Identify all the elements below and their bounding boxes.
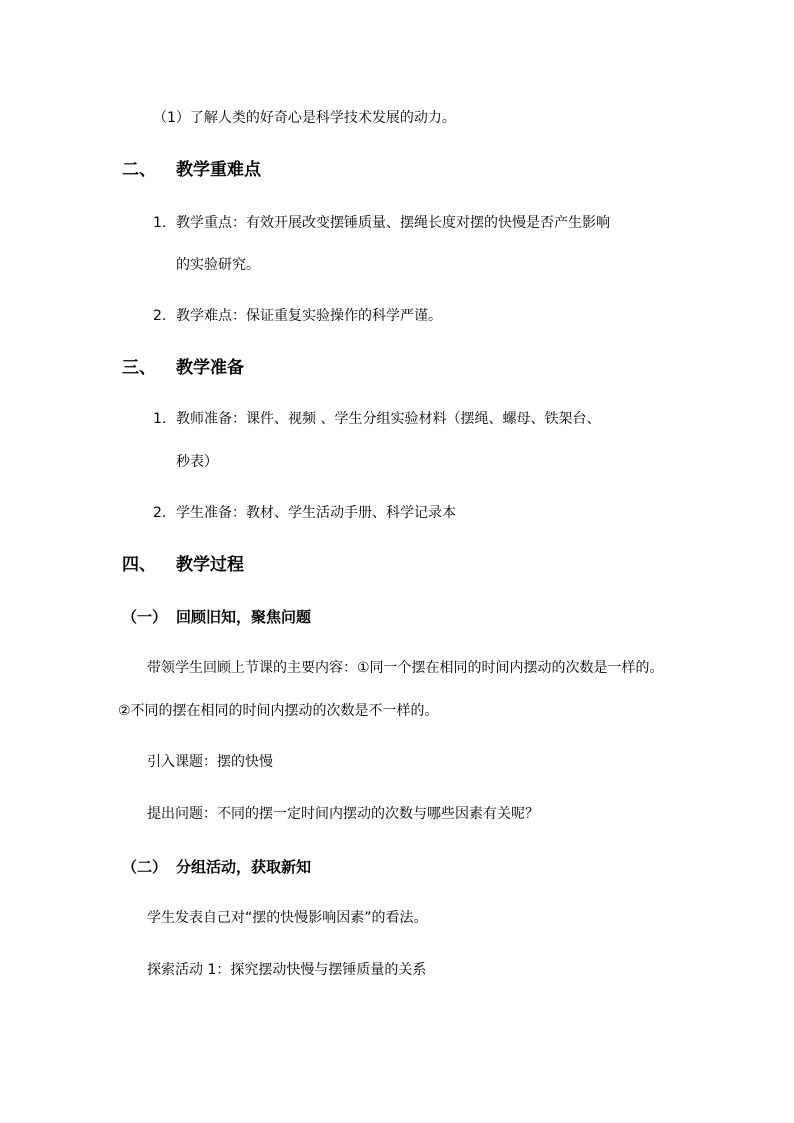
section-4-title: 教学过程: [176, 555, 244, 575]
section-2-number: 二、: [122, 160, 156, 180]
section-2-item-1-line-1: 教学重点：有效开展改变摆锤质量、摆绳长度对摆的快慢是否产生影响: [176, 215, 610, 231]
section-3-item-1-number: 1.: [153, 411, 167, 427]
paragraph-2: 引入课题：摆的快慢: [147, 754, 273, 770]
section-3-title: 教学准备: [176, 358, 244, 378]
section-3-item-2-line-1: 学生准备：教材、学生活动手册、科学记录本: [176, 505, 456, 521]
subsection-2-number: （二）: [122, 858, 168, 876]
section-3-item-1-line-2: 秒表）: [176, 454, 218, 470]
section-3-item-1-line-1: 教师准备：课件、视频 、学生分组实验材料（摆绳、螺母、铁架台、: [176, 411, 601, 427]
subsection-2-title: 分组活动，获取新知: [176, 858, 312, 876]
section-2-item-2-number: 2.: [153, 308, 167, 324]
section-2-title: 教学重难点: [176, 160, 261, 180]
subsection-1-title: 回顾旧知，聚焦问题: [176, 608, 312, 626]
intro-line: （1）了解人类的好奇心是科学技术发展的动力。: [153, 110, 456, 126]
section-3-number: 三、: [122, 358, 156, 378]
paragraph-1-line-1: 带领学生回顾上节课的主要内容：①同一个摆在相同的时间内摆动的次数是一样的。: [147, 660, 664, 676]
section-2-item-1-number: 1.: [153, 215, 167, 231]
section-2-item-2-line-1: 教学难点：保证重复实验操作的科学严谨。: [176, 308, 442, 324]
paragraph-4: 学生发表自己对“摆的快慢影响因素”的看法。: [147, 910, 428, 926]
paragraph-1-line-2: ②不同的摆在相同的时间内摆动的次数是不一样的。: [118, 703, 439, 719]
section-4-number: 四、: [122, 555, 156, 575]
subsection-1-number: （一）: [122, 608, 168, 626]
section-3-item-2-number: 2.: [153, 505, 167, 521]
paragraph-3: 提出问题：不同的摆一定时间内摆动的次数与哪些因素有关呢？: [147, 806, 539, 822]
paragraph-5: 探索活动 1：探究摆动快慢与摆锤质量的关系: [147, 962, 427, 978]
section-2-item-1-line-2: 的实验研究。: [176, 257, 260, 273]
